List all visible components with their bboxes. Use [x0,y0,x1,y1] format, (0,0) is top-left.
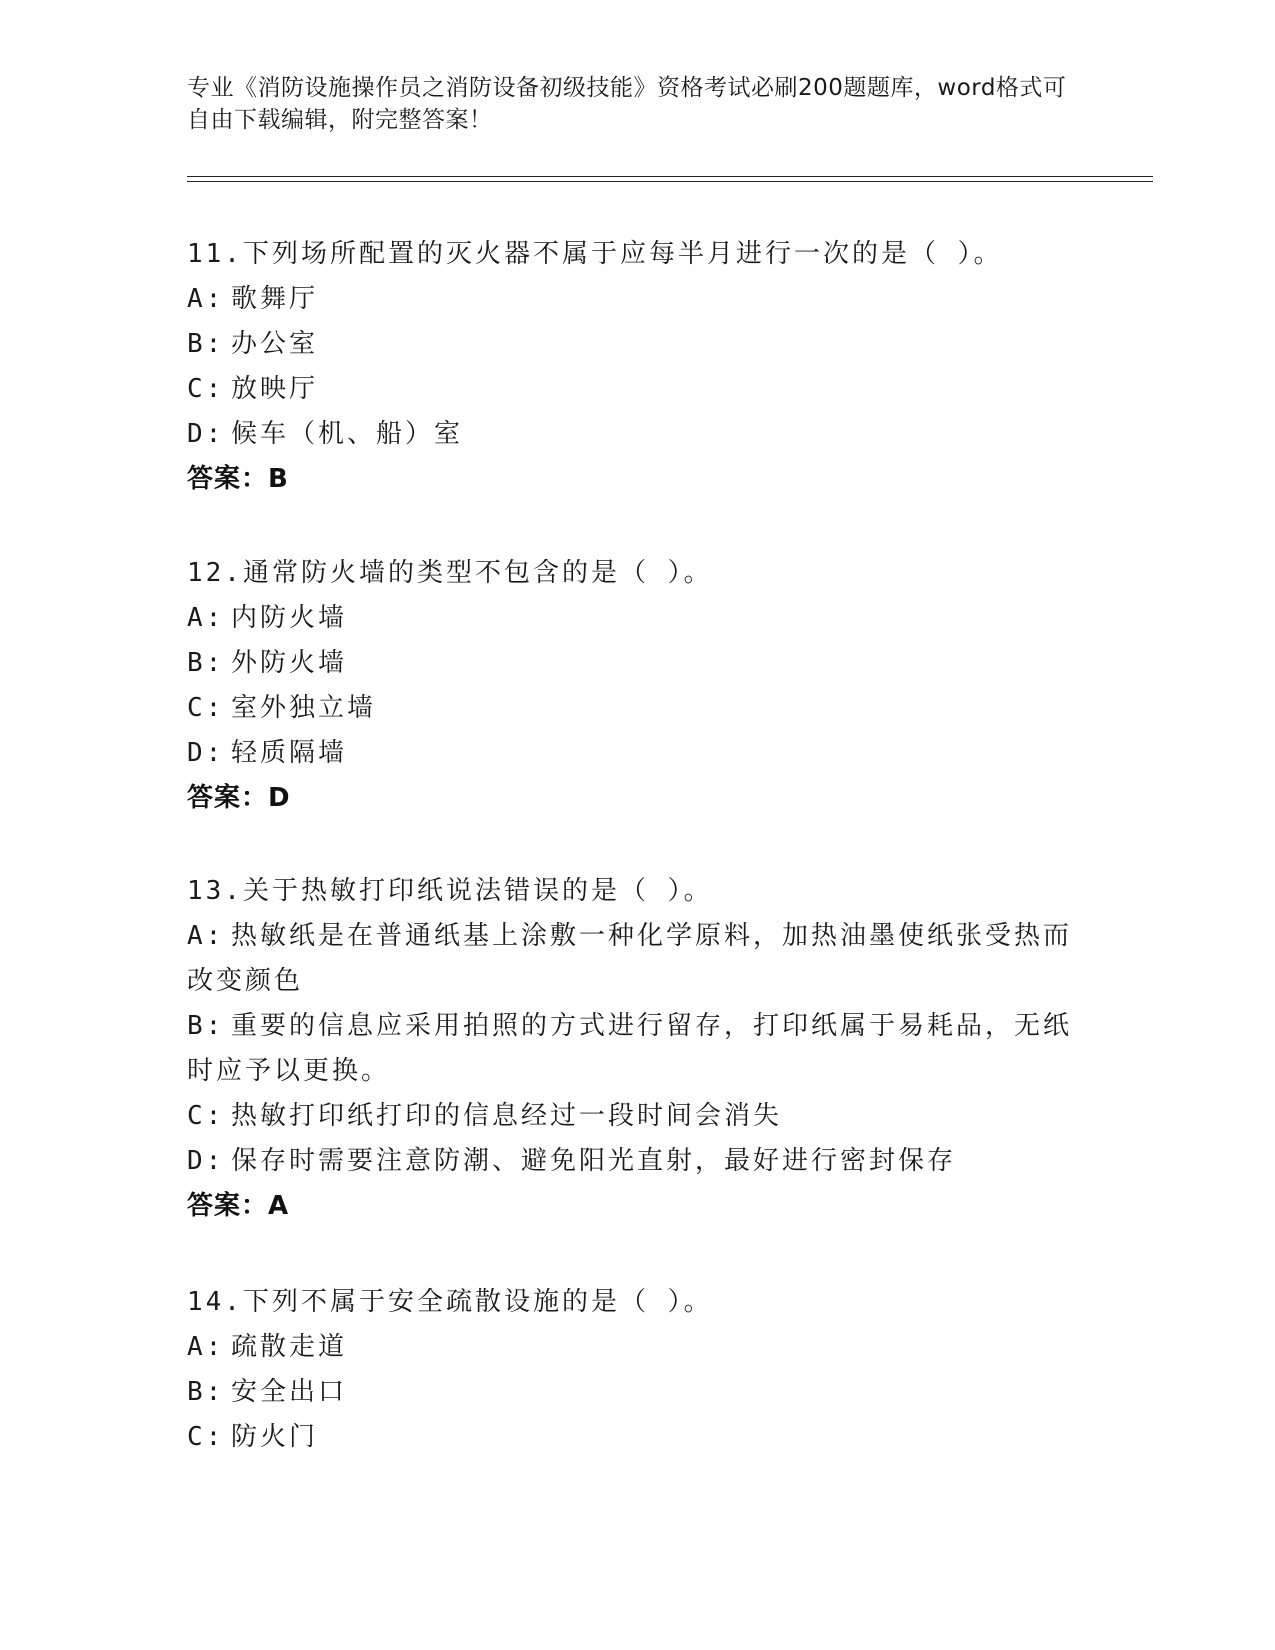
option-text: 外防火墙 [231,648,348,678]
option-text: 内防火墙 [231,603,348,633]
question-stem: 11.下列场所配置的灭火器不属于应每半月进行一次的是（ ）。 [187,239,1003,269]
option-c [187,1094,1087,1139]
option-text: 办公室 [231,329,319,359]
option-text: 热敏纸是在普通纸基上涂敷一种化学原料，加热油墨使纸张受热而改变颜色 [187,921,1073,996]
option-text: 室外独立墙 [231,693,377,723]
document-header: 专业《消防设施操作员之消防设备初级技能》资格考试必刷200题题库，word格式可自由下载编辑，附完整答案！ [187,75,1067,133]
option-b [187,322,1087,367]
option-key: D: [187,738,225,768]
option-key: A: [187,284,225,314]
option-text: 重要的信息应采用拍照的方式进行留存，打印纸属于易耗品，无纸时应予以更换。 [187,1011,1073,1086]
option-text: 防火门 [231,1422,319,1452]
option-text: 歌舞厅 [231,284,319,314]
option-d [187,1139,1087,1184]
option-c [187,367,1087,412]
answer-line: 答案：B [187,464,289,494]
option-b [187,641,1087,686]
option-key: A: [187,603,225,633]
option-key: D: [187,1146,225,1176]
option-text: 放映厅 [231,374,319,404]
option-key: C: [187,374,225,404]
option-b [187,1370,1087,1415]
option-text: 候车（机、船）室 [231,419,464,449]
question-12 [187,551,1087,821]
option-key: C: [187,693,225,723]
option-b [187,1004,1077,1094]
option-a [187,1325,1087,1370]
answer-line: 答案：A [187,1191,290,1221]
option-key: D: [187,419,225,449]
option-key: C: [187,1422,225,1452]
option-d [187,731,1087,776]
option-key: B: [187,648,225,678]
header-divider-top [187,176,1153,177]
option-key: B: [187,329,225,359]
question-13 [187,869,1087,1229]
question-14 [187,1280,1087,1460]
option-a [187,596,1087,641]
option-key: B: [187,1011,225,1041]
option-key: B: [187,1377,225,1407]
option-text: 安全出口 [231,1377,348,1407]
option-a [187,277,1087,322]
option-key: A: [187,1332,225,1362]
option-c [187,1415,1087,1460]
option-a [187,914,1077,1004]
header-divider-bottom [187,181,1153,182]
option-key: C: [187,1101,225,1131]
option-text: 热敏打印纸打印的信息经过一段时间会消失 [231,1101,783,1131]
option-c [187,686,1087,731]
option-text: 轻质隔墙 [231,738,348,768]
question-11 [187,232,1087,502]
option-text: 保存时需要注意防潮、避免阳光直射，最好进行密封保存 [231,1146,957,1176]
option-d [187,412,1087,457]
option-key: A: [187,921,225,951]
question-stem: 13.关于热敏打印纸说法错误的是（ ）。 [187,876,713,906]
question-stem: 14.下列不属于安全疏散设施的是（ ）。 [187,1287,713,1317]
question-stem: 12.通常防火墙的类型不包含的是（ ）。 [187,558,713,588]
option-text: 疏散走道 [231,1332,348,1362]
answer-line: 答案：D [187,783,291,813]
